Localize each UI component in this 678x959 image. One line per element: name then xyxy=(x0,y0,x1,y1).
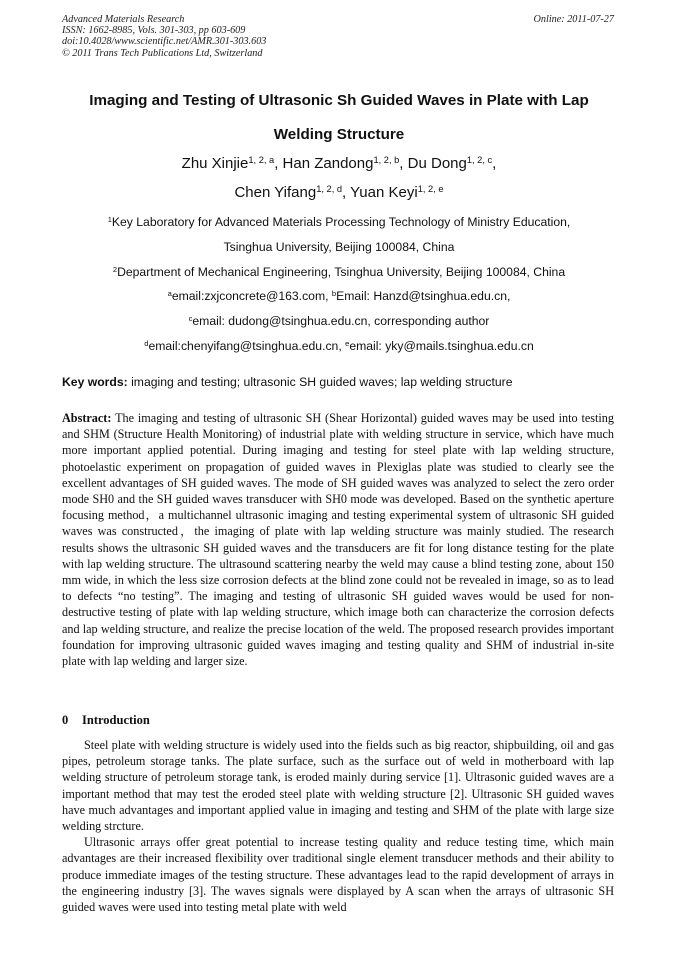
authors-line2: Chen Yifang$^{1, 2, d}$, Yuan Keyi$^{1, 2, e}$ xyxy=(234,183,444,201)
issn-line: ISSN: 1662-8985, Vols. 301-303, pp 603-609 xyxy=(62,25,246,37)
author-name: Chen Yifang xyxy=(234,184,317,201)
affiliation-1-line2: Tsinghua University, Beijing 100084, China xyxy=(223,240,455,254)
section-heading xyxy=(62,713,150,728)
copyright-line: © 2011 Trans Tech Publications Ltd, Switzerland xyxy=(62,47,263,59)
online-date: Online: 2011-07-27 xyxy=(533,14,614,25)
email-d[interactable]: email:chenyifang@tsinghua.edu.cn, xyxy=(148,339,346,353)
introduction xyxy=(62,737,614,915)
email-line3: $^d$email:chenyifang@tsinghua.edu.cn, $^e$email: yky@mails.tsinghua.edu.cn xyxy=(144,338,534,353)
keywords-text: imaging and testing; ultrasonic SH guided waves; lap welding structure xyxy=(127,375,513,389)
keywords-label: Key words: xyxy=(62,375,128,389)
paper-title-line1: Imaging and Testing of Ultrasonic Sh Guided Waves in Plate with Lap xyxy=(89,92,589,109)
paper-title-line2: Welding Structure xyxy=(273,126,405,143)
email-a[interactable]: email:zxjconcrete@163.com, xyxy=(171,289,332,303)
author-affiliation-sup: 1, 2, a xyxy=(248,154,275,165)
author-name: Du Dong xyxy=(407,155,467,172)
doi-line[interactable]: doi:10.4028/www.scientific.net/AMR.301-303.603 xyxy=(62,36,267,48)
abstract-label: Abstract: xyxy=(62,411,112,425)
journal-name: Advanced Materials Research xyxy=(62,14,185,25)
abstract xyxy=(62,410,614,669)
intro-paragraph-1: Steel plate with welding structure is widely used into the fields such as big reactor, shipbuilding, oil and gas pipes, petroleum storage tanks. The plate surface, such as the surface out of weld in motherboard with lap welding structure of petroleum storage tank, is eroded mainly during service [1]. Ultrasonic guided waves are a important method that may test the eroded steel plate with welding structure [2]. Ultrasonic SH guided waves have much advantages and important applied value in imaging and testing and SHM of the plate with large size welding strcture. xyxy=(62,738,614,834)
authors-line1: Zhu Xinjie$^{1, 2, a}$, Han Zandong$^{1, 2, b}$, Du Dong$^{1, 2, c}$, xyxy=(181,154,497,172)
author-affiliation-sup: 1, 2, d xyxy=(316,183,343,194)
email-e[interactable]: email: yky@mails.tsinghua.edu.cn xyxy=(349,339,534,353)
affiliation-1-line1: $^1$Key Laboratory for Advanced Materials Processing Technology of Ministry Education, xyxy=(107,214,571,229)
keywords xyxy=(62,375,513,389)
intro-paragraph-2: Ultrasonic arrays offer great potential to increase testing quality and reduce testing time, which main advantages are their increased flexibility over traditional single element transducer methods and their ability to produce immediate images of the testing structure. These advantages lead to the rapid development of arrays in the engineering industry [3]. The waves signals were displayed by A scan when the arrays of ultrasonic SH guided waves were used into testing metal plate with weld xyxy=(62,835,614,915)
email-line1: $^a$email:zxjconcrete@163.com, $^b$Email: Hanzd@tsinghua.edu.cn, xyxy=(167,288,511,303)
author-name: Zhu Xinjie xyxy=(181,155,249,172)
journal-header xyxy=(62,14,266,59)
author-name: Han Zandong xyxy=(282,155,374,172)
section-title: Introduction xyxy=(82,713,150,727)
email-c[interactable]: email: dudong@tsinghua.edu.cn, corresponding author xyxy=(192,314,490,328)
section-number: 0 xyxy=(62,713,69,727)
author-affiliation-sup: 1, 2, c xyxy=(466,154,493,165)
author-name: Yuan Keyi xyxy=(350,184,418,201)
email-line2: $^c$email: dudong@tsinghua.edu.cn, corresponding author xyxy=(188,313,490,328)
email-b[interactable]: Email: Hanzd@tsinghua.edu.cn, xyxy=(336,289,511,303)
affiliation-2: $^2$Department of Mechanical Engineering, Tsinghua University, Beijing 100084, China xyxy=(112,264,566,279)
author-affiliation-sup: 1, 2, b xyxy=(373,154,400,165)
abstract-text: The imaging and testing of ultrasonic SH (Shear Horizontal) guided waves may be used into testing and SHM (Structure Health Monitoring) of industrial plate with welding structure in service, which have much more important applied potential. During imaging and testing for steel plate with lap welding structure, photoelastic experiment on propagation of guided waves in Plexiglas plate was studied to clearly see the excellent advantages of SH guided waves. The mode of SH guided waves was analyzed to select the zero order mode SH0 and the SH guided waves transducer with SH0 mode was developed. Based on the synthetic aperture focusing method，a multichannel ultrasonic imaging and testing experimental system of ultrasonic SH guided waves was constructed，the imaging of plate with lap welding structure was mainly studied. The research results shows the ultrasonic SH guided waves and the transducers are fit for long distance testing for the plate with lap welding structure. The ultrasound scattering nearby the weld may cause a blind testing zone, about 150 mm wide, in which the less size corrosion defects at the blind zone could not be revealed in image, so as to lead to defects “no testing”. The imaging and testing of ultrasonic SH guided waves would be used for non-destructive testing of plate with lap welding structure, which image both can characterize the corrosion defects and lap welding structure, and realize the precise location of the weld. The proposed research provides important foundation for improving ultrasonic guided waves imaging and testing quality and SHM of industrial in-site plate with lap welding and larger size. xyxy=(62,411,614,669)
author-affiliation-sup: 1, 2, e xyxy=(417,183,444,194)
